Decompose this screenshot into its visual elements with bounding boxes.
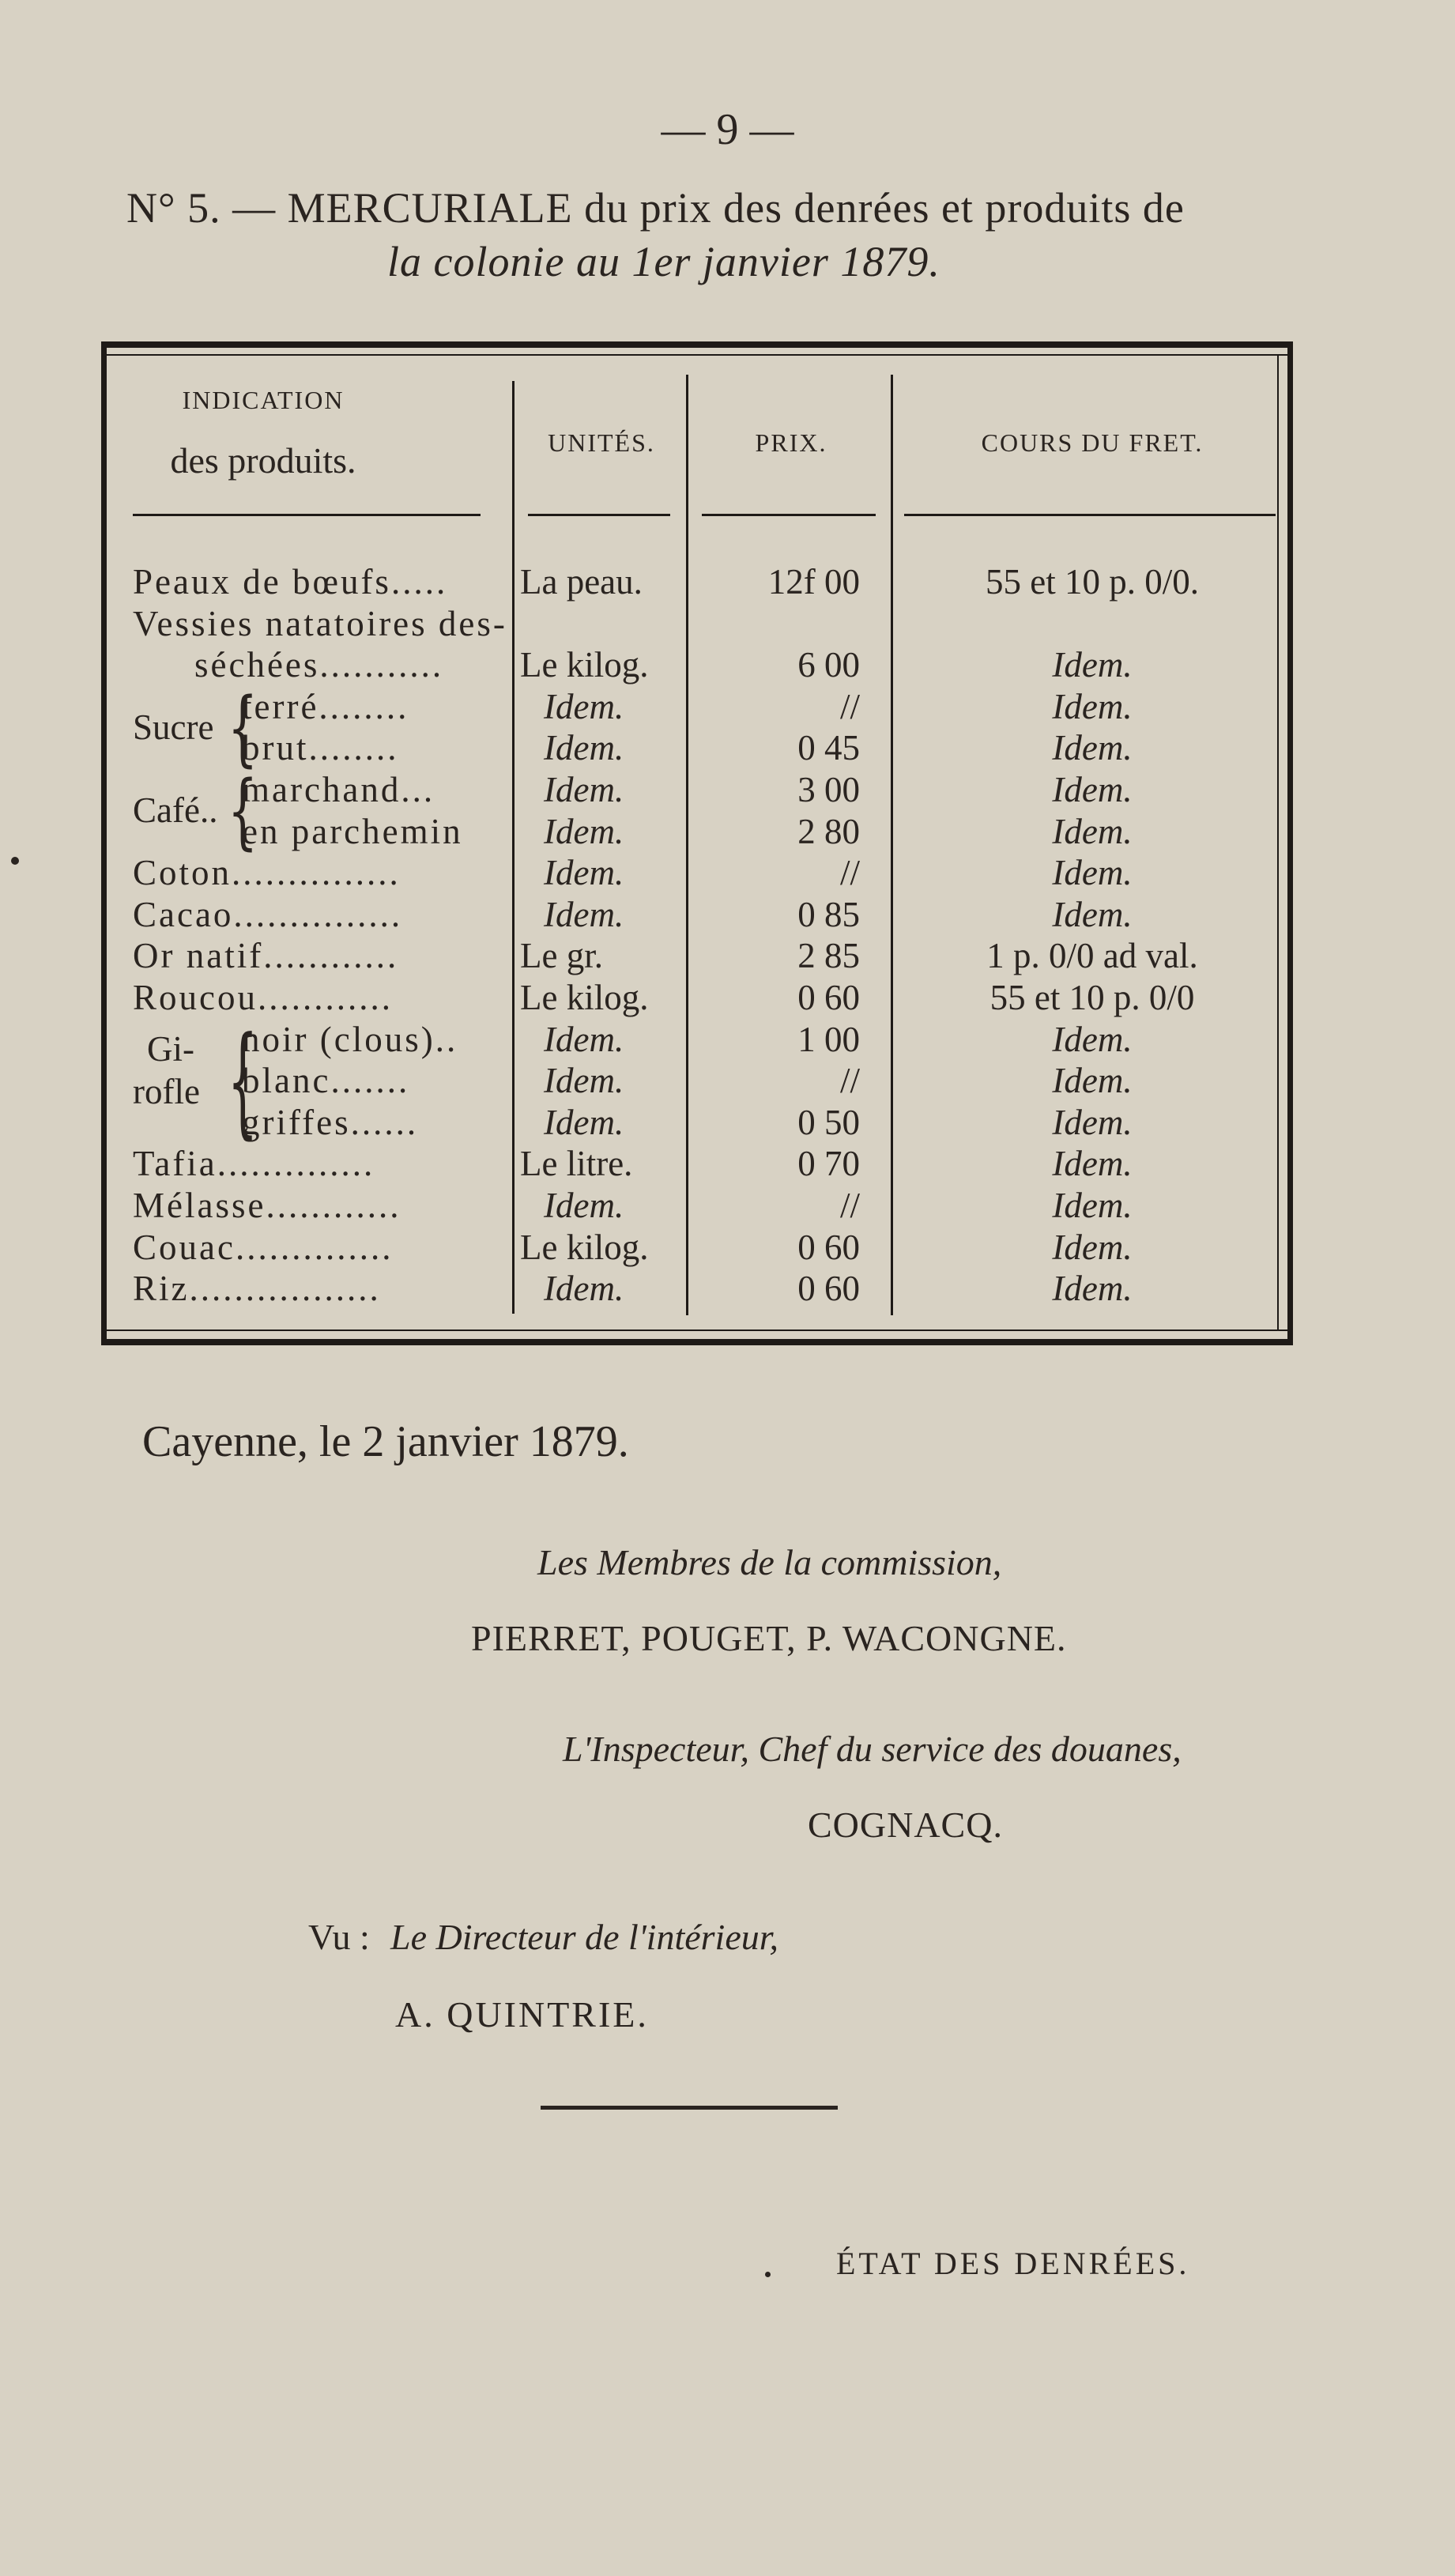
row-unit: Idem. [544, 1019, 624, 1059]
row-price: 1 00 [797, 1019, 860, 1059]
row-price: // [839, 1186, 860, 1225]
header-unites: UNITÉS. [548, 428, 655, 457]
title-line-2: la colonie au 1er janvier 1879. [387, 238, 940, 285]
row-unit: Idem. [544, 894, 624, 934]
row-price: 0 60 [797, 1269, 860, 1309]
row-fret: Idem. [1052, 686, 1133, 726]
row-unit: Le kilog. [520, 1227, 649, 1267]
row-price: // [839, 686, 860, 726]
ink-spot [765, 2272, 771, 2277]
row-product: noir (clous).. [242, 1019, 458, 1059]
row-product: marchand... [242, 770, 435, 809]
row-unit: Idem. [544, 811, 624, 851]
col-sep-2 [686, 375, 688, 1315]
row-price: 12f 00 [767, 562, 860, 602]
director-label: Le Directeur de l'intérieur, [390, 1917, 779, 1957]
row-price: 0 50 [797, 1102, 860, 1142]
row-product: blanc....... [242, 1061, 410, 1101]
title-text-1: N° 5. — MERCURIALE du prix des denrées et produits de [126, 184, 1185, 232]
row-fret: Idem. [1052, 1227, 1133, 1267]
row-price: 3 00 [797, 770, 860, 809]
vu-label: Vu : [308, 1917, 370, 1957]
row-unit: La peau. [520, 562, 643, 602]
row-product: griffes...... [242, 1102, 419, 1142]
hdr-underline-1 [133, 514, 481, 516]
commission-label: Les Membres de la commission, [537, 1542, 1002, 1582]
col-sep-1 [512, 381, 515, 1314]
row-unit: Le kilog. [520, 645, 649, 685]
row-product: Roucou............ [133, 978, 393, 1017]
hdr-underline-2 [528, 514, 670, 516]
row-fret: 1 p. 0/0 ad val. [986, 936, 1198, 976]
row-product: Cacao............... [133, 894, 403, 934]
footer-rule [541, 2106, 838, 2110]
row-fret: Idem. [1052, 728, 1133, 768]
row-price: 2 85 [797, 936, 860, 976]
row-product: séchées........... [194, 645, 444, 685]
row-price: 0 45 [797, 728, 860, 768]
row-product: Coton............... [133, 853, 401, 893]
row-product: Riz................. [133, 1269, 381, 1309]
row-fret: Idem. [1052, 1061, 1133, 1101]
row-unit: Idem. [544, 1269, 624, 1309]
inspector-label: L'Inspecteur, Chef du service des douanes, [563, 1729, 1182, 1769]
brace-cafe: { [228, 764, 258, 860]
commission-names: PIERRET, POUGET, P. WACONGNE. [471, 1618, 1067, 1658]
row-unit: Idem. [544, 728, 624, 768]
header-indication: INDICATION [182, 386, 345, 414]
row-unit: Idem. [544, 1061, 624, 1101]
next-section-heading: ÉTAT DES DENRÉES. [836, 2246, 1190, 2281]
row-unit: Idem. [544, 853, 624, 893]
row-fret: 55 et 10 p. 0/0 [989, 978, 1195, 1017]
row-fret: Idem. [1052, 1144, 1133, 1184]
group-label-sucre: Sucre [133, 707, 214, 747]
row-price: 0 60 [797, 1227, 860, 1267]
row-product: en parchemin [242, 811, 463, 851]
col-sep-3 [891, 375, 893, 1315]
row-price: 0 85 [797, 894, 860, 934]
row-product: brut........ [242, 728, 399, 768]
page-number: — 9 — [661, 105, 794, 154]
row-unit: Le kilog. [520, 978, 649, 1017]
row-unit: Idem. [544, 686, 624, 726]
row-product: terré........ [242, 686, 409, 726]
inspector-name: COGNACQ. [808, 1805, 1003, 1845]
row-fret: 55 et 10 p. 0/0. [986, 562, 1199, 602]
row-unit: Le gr. [520, 936, 603, 976]
row-product: Peaux de bœufs..... [133, 562, 448, 602]
row-price: // [839, 853, 860, 893]
row-unit: Idem. [544, 1102, 624, 1142]
header-produits: des produits. [170, 440, 356, 481]
table-right-rule [1287, 341, 1293, 1345]
director-name: A. QUINTRIE. [395, 1994, 649, 2035]
group-label-cafe: Café.. [133, 790, 218, 830]
brace-sucre: { [228, 681, 258, 777]
row-fret: Idem. [1052, 1019, 1133, 1059]
table-left-rule [101, 341, 107, 1345]
row-price: 2 80 [797, 811, 860, 851]
mercuriale-table [101, 341, 1293, 1352]
row-price: 0 60 [797, 978, 860, 1017]
row-unit: Idem. [544, 1186, 624, 1225]
hdr-underline-4 [904, 514, 1276, 516]
row-fret: Idem. [1052, 1269, 1133, 1309]
row-product: Couac.............. [133, 1227, 394, 1267]
table-top-rule [101, 341, 1293, 348]
row-product: Vessies natatoires des- [133, 603, 507, 643]
title-line-1 [126, 183, 1185, 232]
row-fret: Idem. [1052, 894, 1133, 934]
header-prix: PRIX. [755, 428, 827, 457]
row-fret: Idem. [1052, 1102, 1133, 1142]
row-product: Mélasse............ [133, 1186, 401, 1225]
city-date: Cayenne, le 2 janvier 1879. [142, 1417, 629, 1466]
row-price: 0 70 [797, 1144, 860, 1184]
row-product: Or natif............ [133, 936, 399, 976]
group-label-girofle-2: rofle [133, 1072, 200, 1112]
row-unit: Idem. [544, 770, 624, 809]
row-unit: Le litre. [520, 1144, 633, 1184]
group-label-girofle-1: Gi- [147, 1028, 194, 1069]
table-bottom-inner-rule [101, 1329, 1293, 1331]
row-fret: Idem. [1052, 645, 1133, 685]
row-fret: Idem. [1052, 1186, 1133, 1225]
row-fret: Idem. [1052, 811, 1133, 851]
brace-girofle: { [228, 1011, 258, 1152]
table-bottom-rule [101, 1339, 1293, 1345]
row-product: Tafia.............. [133, 1144, 375, 1184]
row-price: // [839, 1061, 860, 1101]
ink-spot [11, 857, 19, 865]
header-fret: COURS DU FRET. [981, 428, 1204, 457]
row-fret: Idem. [1052, 853, 1133, 893]
row-fret: Idem. [1052, 770, 1133, 809]
row-price: 6 00 [797, 645, 860, 685]
hdr-underline-3 [702, 514, 876, 516]
table-top-inner-rule [101, 354, 1293, 356]
